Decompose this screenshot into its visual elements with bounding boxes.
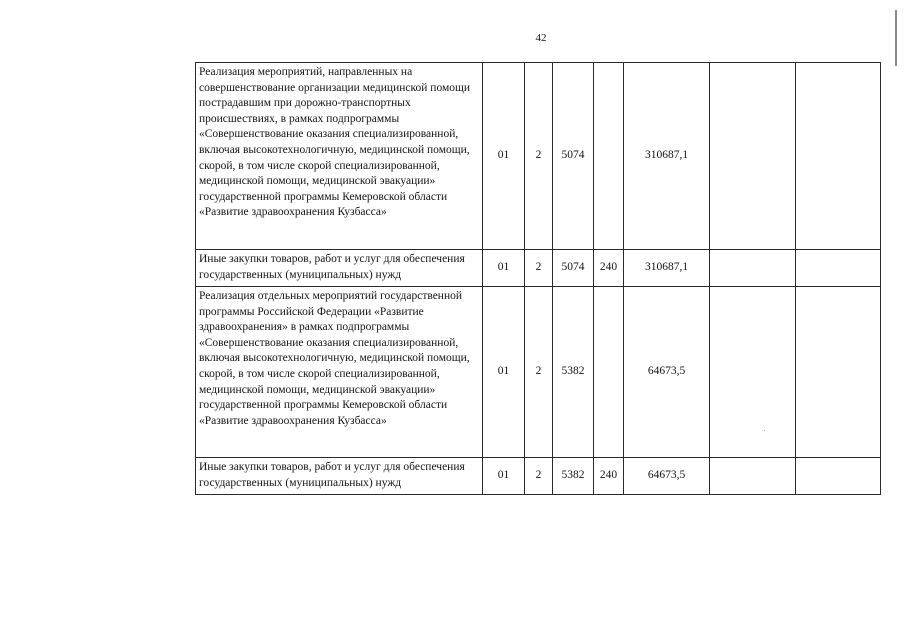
row-name-line: совершенствование организации медицинской помощи bbox=[199, 81, 471, 94]
expense-type-cell bbox=[594, 287, 624, 458]
expense-type-cell: 240 bbox=[594, 250, 624, 287]
target-code-cell: 5074 bbox=[553, 250, 594, 287]
row-name-line: государственной программы Кемеровской области bbox=[199, 190, 448, 203]
amount-cell: 64673,5 bbox=[624, 287, 710, 458]
extra-cell-2 bbox=[796, 458, 881, 495]
amount-cell: 310687,1 bbox=[624, 250, 710, 287]
section-cell: 01 bbox=[483, 250, 525, 287]
row-name-line: Реализация отдельных мероприятий государственной bbox=[199, 290, 463, 302]
extra-cell-2 bbox=[796, 250, 881, 287]
row-name-line: Иные закупки товаров, работ и услуг для обеспечения bbox=[199, 461, 465, 473]
row-name bbox=[196, 250, 483, 287]
extra-cell-1 bbox=[710, 63, 796, 250]
subprogram-cell: 2 bbox=[525, 287, 553, 458]
row-name-line: государственных (муниципальных) нужд bbox=[199, 268, 402, 281]
row-name-line: происшествиях, в рамках подпрограммы bbox=[199, 112, 400, 125]
amount-cell: 310687,1 bbox=[624, 63, 710, 250]
row-name-line: включая высокотехнологичную, медицинской помощи, bbox=[199, 352, 470, 365]
row-name-line: скорой, в том числе скорой специализированной, bbox=[199, 159, 440, 172]
amount-cell: 64673,5 bbox=[624, 458, 710, 495]
row-name-line: государственной программы Кемеровской области bbox=[199, 399, 448, 412]
row-name-line: включая высокотехнологичную, медицинской помощи, bbox=[199, 143, 470, 156]
extra-cell-2 bbox=[796, 287, 881, 458]
row-name-line: программы Российской Федерации «Развитие bbox=[199, 305, 424, 318]
row-name bbox=[196, 458, 483, 495]
subprogram-cell: 2 bbox=[525, 63, 553, 250]
extra-cell-1 bbox=[710, 458, 796, 495]
extra-cell-1 bbox=[710, 287, 796, 458]
target-code-cell: 5382 bbox=[553, 287, 594, 458]
subprogram-cell: 2 bbox=[525, 250, 553, 287]
extra-cell-2 bbox=[796, 63, 881, 250]
table-row bbox=[196, 287, 881, 458]
row-name-line: пострадавшим при дорожно-транспортных bbox=[199, 97, 411, 110]
row-name-line: Реализация мероприятий, направленных на bbox=[199, 66, 413, 78]
section-cell: 01 bbox=[483, 458, 525, 495]
row-name-line: медицинской помощи, медицинской эвакуации» bbox=[199, 175, 436, 188]
section-cell: 01 bbox=[483, 287, 525, 458]
row-name-line: скорой, в том числе скорой специализированной, bbox=[199, 367, 440, 380]
table-row bbox=[196, 458, 881, 495]
row-name-line: «Развитие здравоохранения Кузбасса» bbox=[199, 414, 387, 427]
row-name-line: здравоохранения» в рамках подпрограммы bbox=[199, 321, 410, 334]
expense-type-cell bbox=[594, 63, 624, 250]
row-name bbox=[196, 287, 483, 458]
target-code-cell: 5382 bbox=[553, 458, 594, 495]
table-row bbox=[196, 63, 881, 250]
row-name-line: медицинской помощи, медицинской эвакуации» bbox=[199, 383, 436, 396]
page-number: 42 bbox=[535, 32, 547, 44]
section-cell: 01 bbox=[483, 63, 525, 250]
row-name-line: «Развитие здравоохранения Кузбасса» bbox=[199, 206, 387, 219]
table-row bbox=[196, 250, 881, 287]
extra-cell-1 bbox=[710, 250, 796, 287]
row-name-line: Иные закупки товаров, работ и услуг для обеспечения bbox=[199, 253, 465, 265]
row-name-line: государственных (муниципальных) нужд bbox=[199, 476, 402, 489]
expense-type-cell: 240 bbox=[594, 458, 624, 495]
row-name-line: «Совершенствование оказания специализированной, bbox=[199, 336, 459, 349]
scan-edge-mark bbox=[895, 10, 897, 66]
row-name-line: «Совершенствование оказания специализированной, bbox=[199, 128, 459, 141]
budget-table bbox=[195, 62, 881, 495]
row-name bbox=[196, 63, 483, 250]
target-code-cell: 5074 bbox=[553, 63, 594, 250]
subprogram-cell: 2 bbox=[525, 458, 553, 495]
